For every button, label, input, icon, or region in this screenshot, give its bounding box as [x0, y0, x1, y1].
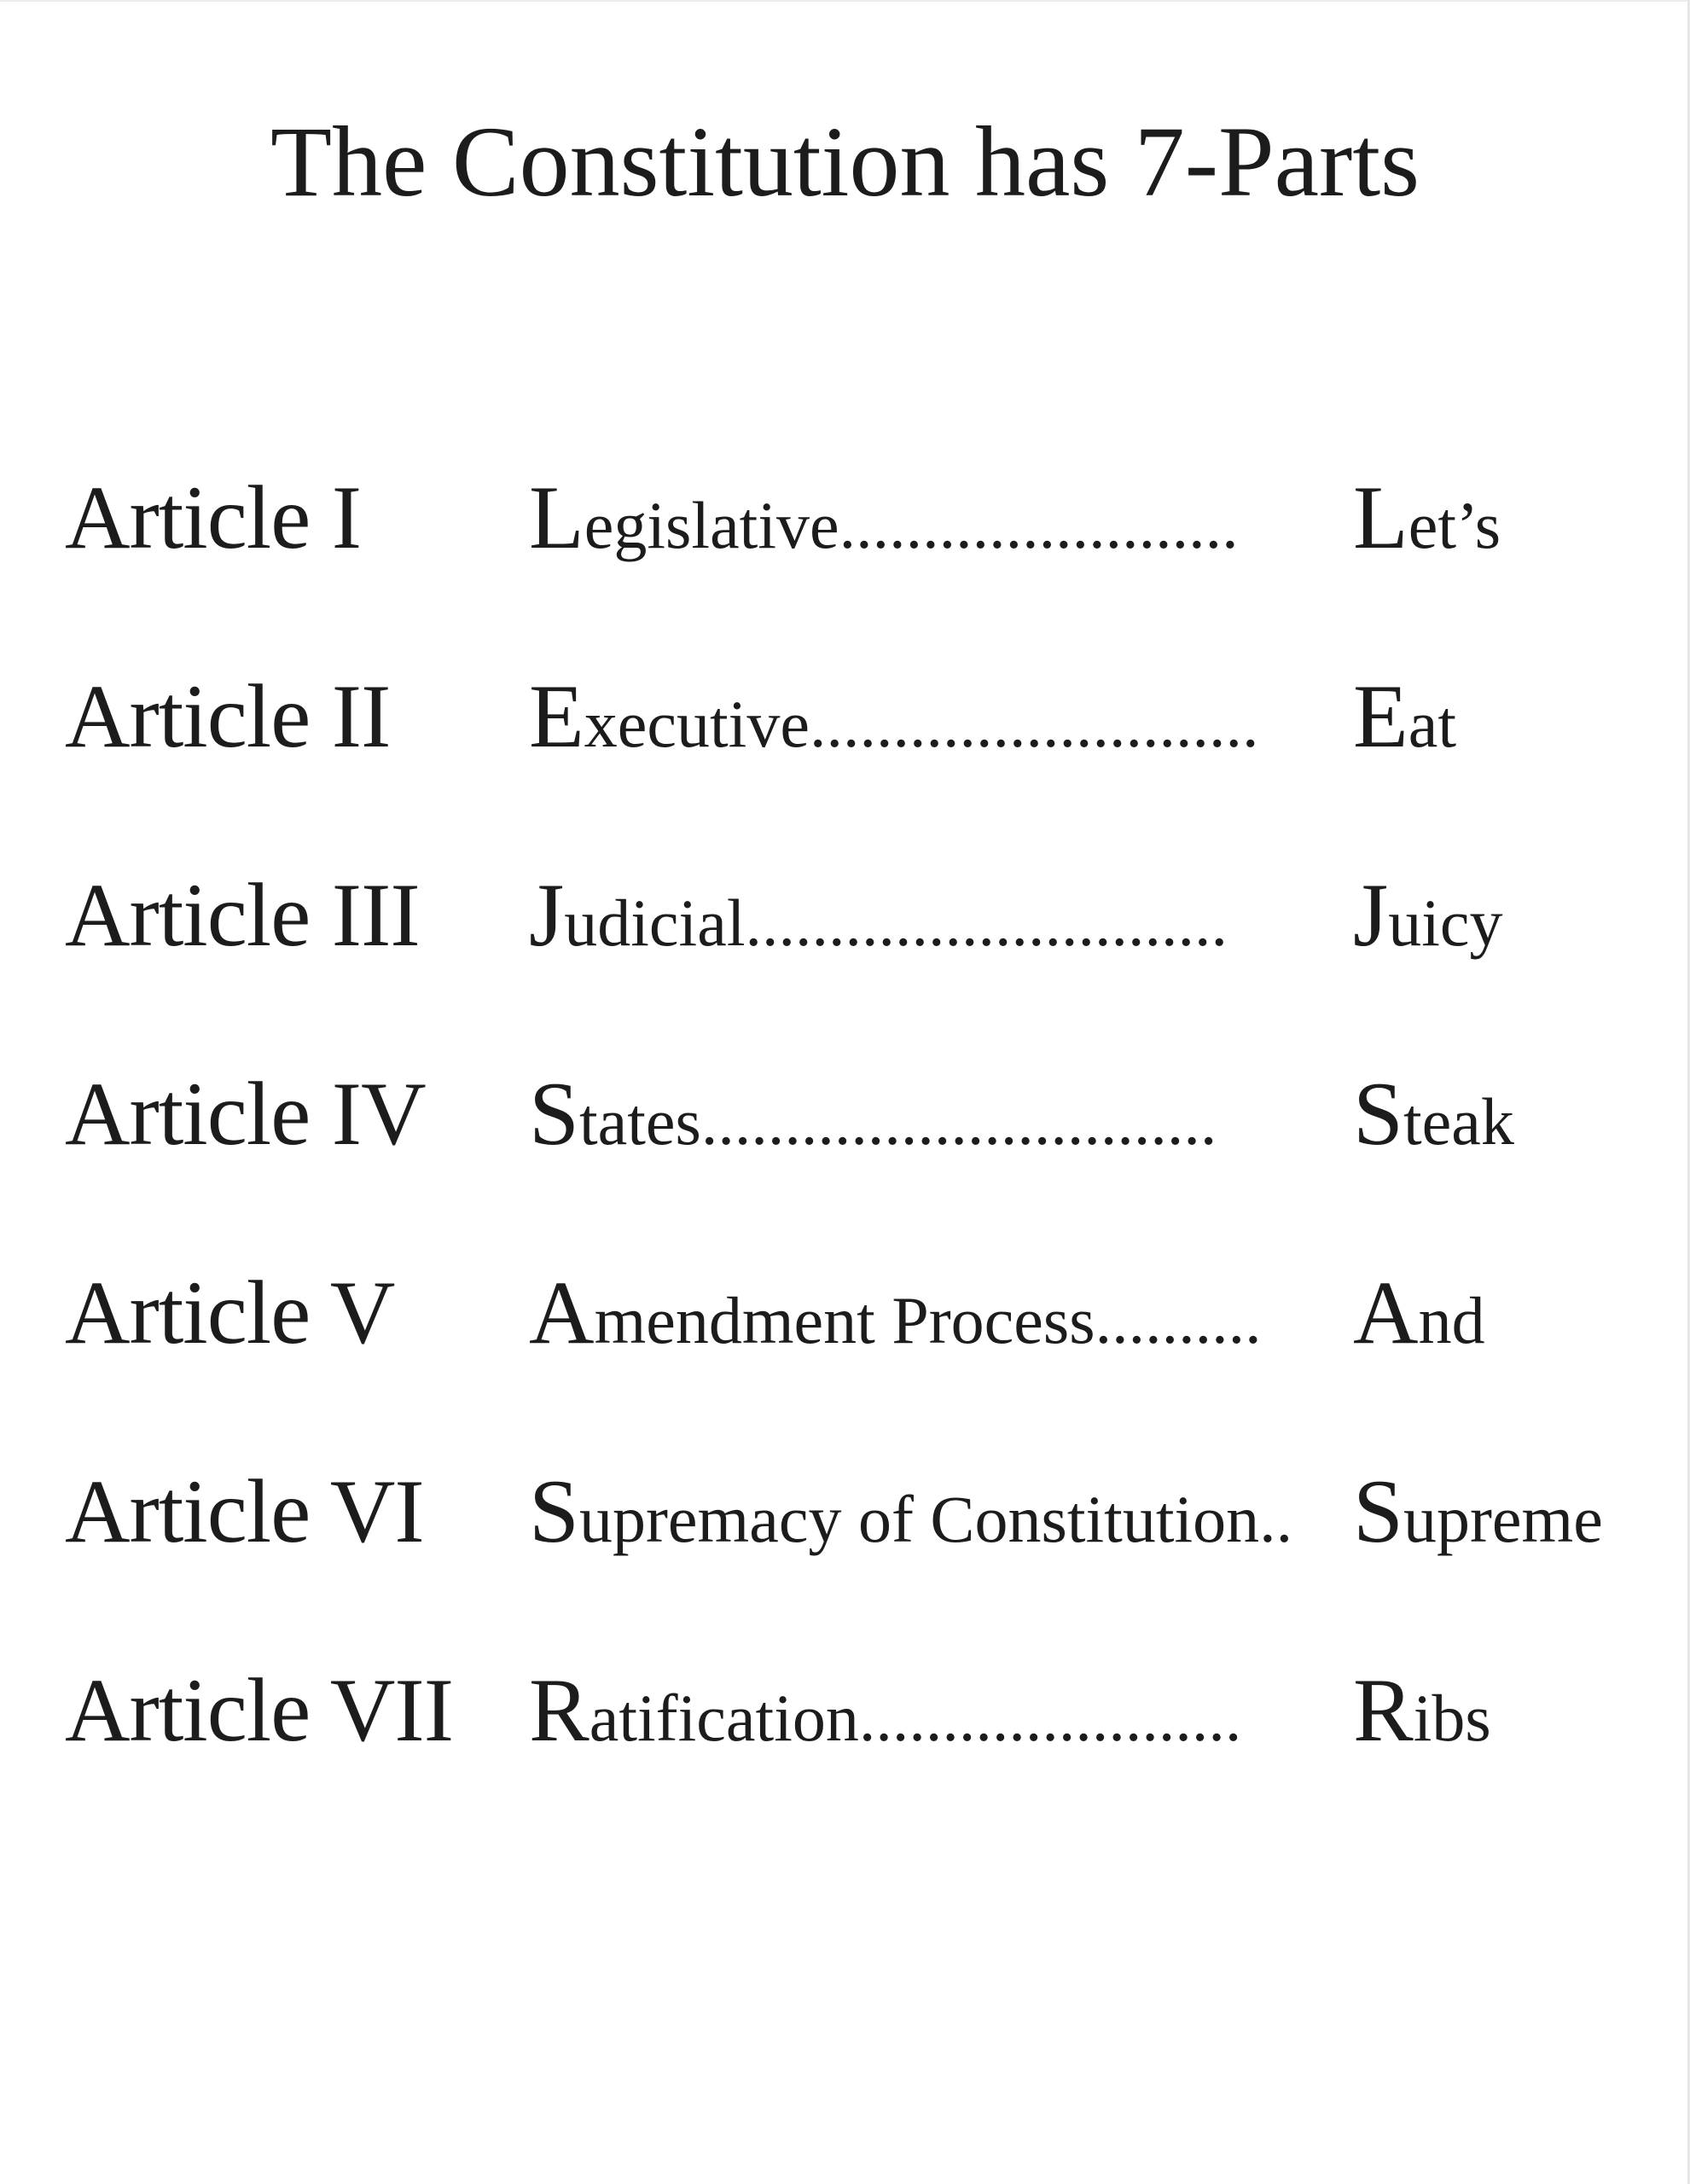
article-topic	[529, 1064, 1217, 1164]
article-row-2	[0, 625, 1690, 766]
article-row-4	[0, 1023, 1690, 1164]
mnemonic-word	[1353, 1660, 1491, 1760]
article-label: Article VI	[65, 1461, 424, 1561]
dot-leader: .............................	[745, 886, 1228, 960]
dot-leader: ........................	[839, 488, 1239, 562]
topic-initial: A	[529, 1263, 595, 1362]
mnemonic-word	[1353, 468, 1501, 567]
article-label: Article I	[65, 468, 362, 567]
mnemonic-initial: S	[1353, 1461, 1403, 1561]
article-topic	[529, 666, 1259, 766]
mnemonic-word	[1353, 1064, 1514, 1164]
mnemonic-initial: R	[1353, 1660, 1414, 1760]
topic-text: xecutive	[584, 687, 810, 761]
article-row-5	[0, 1222, 1690, 1362]
article-topic	[529, 1660, 1242, 1760]
topic-text: atification	[589, 1681, 859, 1755]
mnemonic-initial: A	[1353, 1263, 1419, 1362]
topic-text: mendment Process	[594, 1283, 1095, 1357]
article-label: Article III	[65, 865, 420, 965]
mnemonic-initial: S	[1353, 1064, 1403, 1164]
page-title: The Constitution has 7-Parts	[270, 106, 1420, 218]
article-label: Article VII	[65, 1660, 454, 1760]
mnemonic-initial: E	[1353, 666, 1408, 766]
article-row-6	[0, 1420, 1690, 1561]
mnemonic-text: at	[1408, 687, 1457, 761]
topic-text: tates	[578, 1084, 701, 1159]
topic-initial: J	[529, 865, 565, 965]
mnemonic-word	[1353, 1263, 1485, 1362]
article-row-7	[0, 1619, 1690, 1760]
article-label: Article II	[65, 666, 391, 766]
dot-leader: .......................	[858, 1681, 1242, 1755]
topic-initial: S	[529, 1461, 579, 1561]
article-row-1	[0, 427, 1690, 567]
mnemonic-text: nd	[1418, 1283, 1485, 1357]
topic-initial: L	[529, 468, 584, 567]
mnemonic-text: et’s	[1408, 488, 1501, 562]
mnemonic-initial: L	[1353, 468, 1408, 567]
mnemonic-text: uicy	[1388, 886, 1503, 960]
article-topic	[529, 1263, 1262, 1362]
article-topic	[529, 468, 1239, 567]
article-row-3	[0, 824, 1690, 965]
article-label: Article IV	[65, 1064, 426, 1164]
mnemonic-word	[1353, 865, 1503, 965]
dot-leader: ...........................	[809, 687, 1259, 761]
mnemonic-text: ibs	[1413, 1681, 1491, 1755]
topic-text: egislative	[584, 488, 839, 562]
dot-leader: ...............................	[700, 1084, 1217, 1159]
article-label: Article V	[65, 1263, 395, 1362]
article-topic	[529, 865, 1228, 965]
topic-initial: E	[529, 666, 584, 766]
topic-text: upremacy of Constitution	[578, 1482, 1260, 1556]
topic-text: udicial	[564, 886, 746, 960]
mnemonic-word	[1353, 666, 1457, 766]
dot-leader: ..........	[1095, 1283, 1262, 1357]
dot-leader: ..	[1259, 1482, 1293, 1556]
topic-initial: S	[529, 1064, 579, 1164]
mnemonic-word	[1353, 1461, 1603, 1561]
mnemonic-text: teak	[1403, 1084, 1514, 1159]
mnemonic-text: upreme	[1403, 1482, 1603, 1556]
mnemonic-initial: J	[1353, 865, 1389, 965]
topic-initial: R	[529, 1660, 589, 1760]
article-topic	[529, 1461, 1293, 1561]
page-top-border	[0, 0, 1690, 2]
